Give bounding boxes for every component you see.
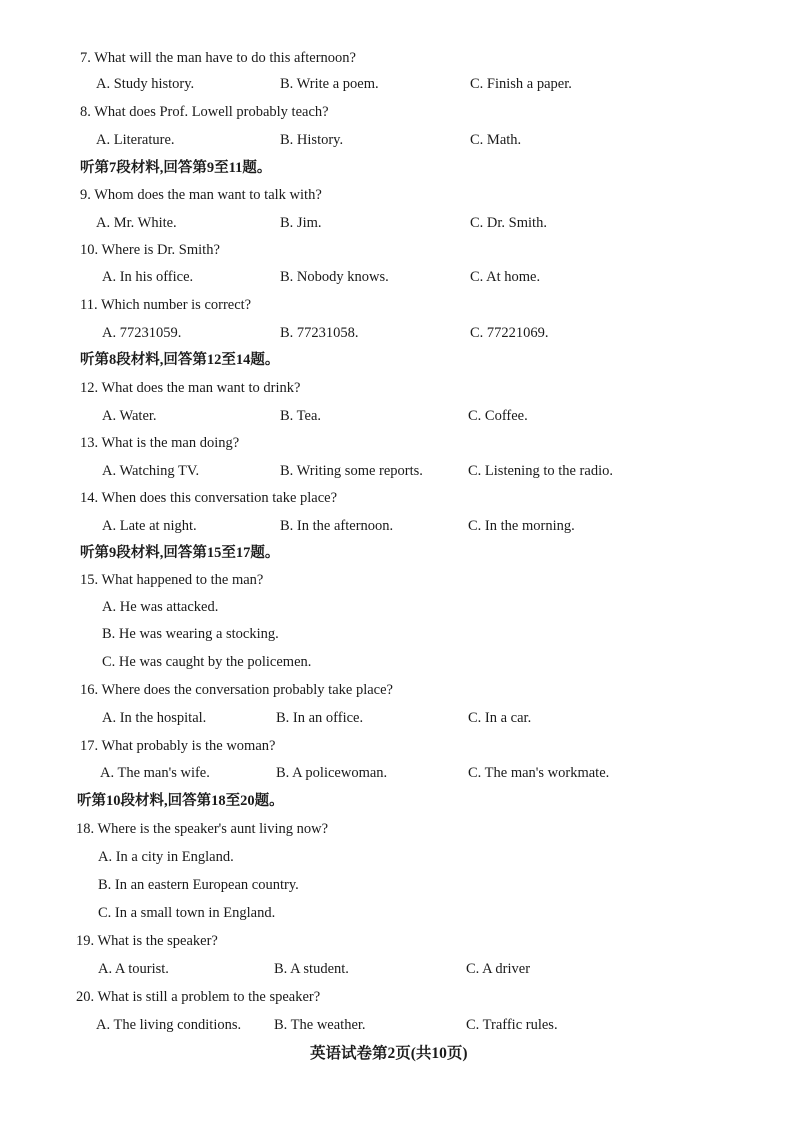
option-b: B. 77231058. — [280, 325, 359, 341]
question-options — [0, 457, 794, 485]
option-c: C. Finish a paper. — [470, 76, 572, 92]
option-a: A. Study history. — [96, 76, 195, 92]
question-text: 20. What is still a problem to the speaker? — [76, 989, 321, 1005]
question-options — [0, 402, 794, 430]
question-options — [0, 512, 794, 540]
option-a: A. He was attacked. — [102, 599, 219, 615]
option-c: C. Coffee. — [468, 408, 528, 424]
option-a: A. In his office. — [102, 269, 194, 285]
option-a: A. A tourist. — [98, 961, 169, 977]
question-options — [0, 263, 794, 291]
question-stem — [0, 815, 794, 843]
option-c: C. Math. — [470, 132, 522, 148]
question-option-row — [0, 899, 794, 927]
question-stem — [0, 927, 794, 955]
option-a: A. The man's wife. — [100, 765, 210, 781]
option-a: A. Mr. White. — [96, 215, 177, 231]
option-a: A. Late at night. — [102, 518, 197, 534]
option-a: A. Watching TV. — [102, 463, 200, 479]
question-text: 11. Which number is correct? — [80, 297, 252, 313]
option-c: C. In the morning. — [468, 518, 575, 534]
option-c: C. In a small town in England. — [98, 905, 276, 921]
question-text: 7. What will the man have to do this afternoon? — [80, 50, 356, 66]
option-a: A. In a city in England. — [98, 849, 234, 865]
question-stem — [0, 291, 794, 319]
option-c: C. In a car. — [468, 710, 532, 726]
question-options — [0, 1011, 794, 1039]
question-stem — [0, 44, 794, 72]
option-c: C. 77221069. — [470, 325, 549, 341]
question-stem — [0, 484, 794, 512]
question-stem — [0, 374, 794, 402]
option-b: B. Nobody knows. — [280, 269, 389, 285]
option-c: C. He was caught by the policemen. — [102, 654, 312, 670]
question-text: 15. What happened to the man? — [80, 572, 264, 588]
option-b: B. Jim. — [280, 215, 322, 231]
question-option-row — [0, 620, 794, 648]
option-b: B. In an office. — [276, 710, 364, 726]
question-stem — [0, 181, 794, 209]
option-a: A. Water. — [102, 408, 157, 424]
section-heading — [0, 539, 794, 567]
option-a: A. In the hospital. — [102, 710, 207, 726]
question-text: 8. What does Prof. Lowell probably teach? — [80, 104, 329, 120]
question-option-row — [0, 593, 794, 621]
section-instruction: 听第9段材料,回答第15至17题。 — [80, 545, 280, 561]
page-number: 英语试卷第2页(共10页) — [310, 1045, 468, 1062]
question-text: 10. Where is Dr. Smith? — [80, 242, 220, 258]
question-stem — [0, 566, 794, 594]
question-options — [0, 126, 794, 154]
question-stem — [0, 732, 794, 760]
option-c: C. At home. — [470, 269, 541, 285]
section-heading — [0, 787, 794, 815]
section-heading — [0, 154, 794, 182]
option-a: A. 77231059. — [102, 325, 182, 341]
option-a: A. The living conditions. — [96, 1017, 242, 1033]
question-option-row — [0, 843, 794, 871]
question-stem — [0, 676, 794, 704]
question-stem — [0, 98, 794, 126]
question-text: 16. Where does the conversation probably take place? — [80, 682, 393, 698]
option-c: C. The man's workmate. — [468, 765, 610, 781]
question-stem — [0, 429, 794, 457]
option-b: B. A policewoman. — [276, 765, 388, 781]
option-c: C. Listening to the radio. — [468, 463, 613, 479]
question-option-row — [0, 871, 794, 899]
option-c: C. Traffic rules. — [466, 1017, 558, 1033]
question-options — [0, 319, 794, 347]
question-text: 17. What probably is the woman? — [80, 738, 276, 754]
question-option-row — [0, 648, 794, 676]
question-options — [0, 70, 794, 98]
question-options — [0, 759, 794, 787]
section-heading — [0, 346, 794, 374]
option-b: B. He was wearing a stocking. — [102, 626, 279, 642]
option-b: B. In an eastern European country. — [98, 877, 299, 893]
option-b: B. In the afternoon. — [280, 518, 394, 534]
option-b: B. Write a poem. — [280, 76, 379, 92]
option-a: A. Literature. — [96, 132, 175, 148]
option-b: B. The weather. — [274, 1017, 366, 1033]
option-b: B. Writing some reports. — [280, 463, 423, 479]
section-instruction: 听第7段材料,回答第9至11题。 — [80, 160, 272, 176]
section-instruction: 听第10段材料,回答第18至20题。 — [77, 793, 284, 809]
question-options — [0, 955, 794, 983]
question-options — [0, 704, 794, 732]
question-text: 12. What does the man want to drink? — [80, 380, 301, 396]
question-text: 9. Whom does the man want to talk with? — [80, 187, 322, 203]
option-b: B. A student. — [274, 961, 349, 977]
question-stem — [0, 236, 794, 264]
option-b: B. Tea. — [280, 408, 322, 424]
question-options — [0, 209, 794, 237]
section-instruction: 听第8段材料,回答第12至14题。 — [80, 352, 280, 368]
option-c: C. A driver — [466, 961, 531, 977]
question-text: 14. When does this conversation take place? — [80, 490, 338, 506]
question-text: 19. What is the speaker? — [76, 933, 218, 949]
question-stem — [0, 983, 794, 1011]
question-text: 18. Where is the speaker's aunt living now? — [76, 821, 329, 837]
page-footer — [0, 1040, 794, 1068]
option-b: B. History. — [280, 132, 344, 148]
question-text: 13. What is the man doing? — [80, 435, 240, 451]
option-c: C. Dr. Smith. — [470, 215, 547, 231]
